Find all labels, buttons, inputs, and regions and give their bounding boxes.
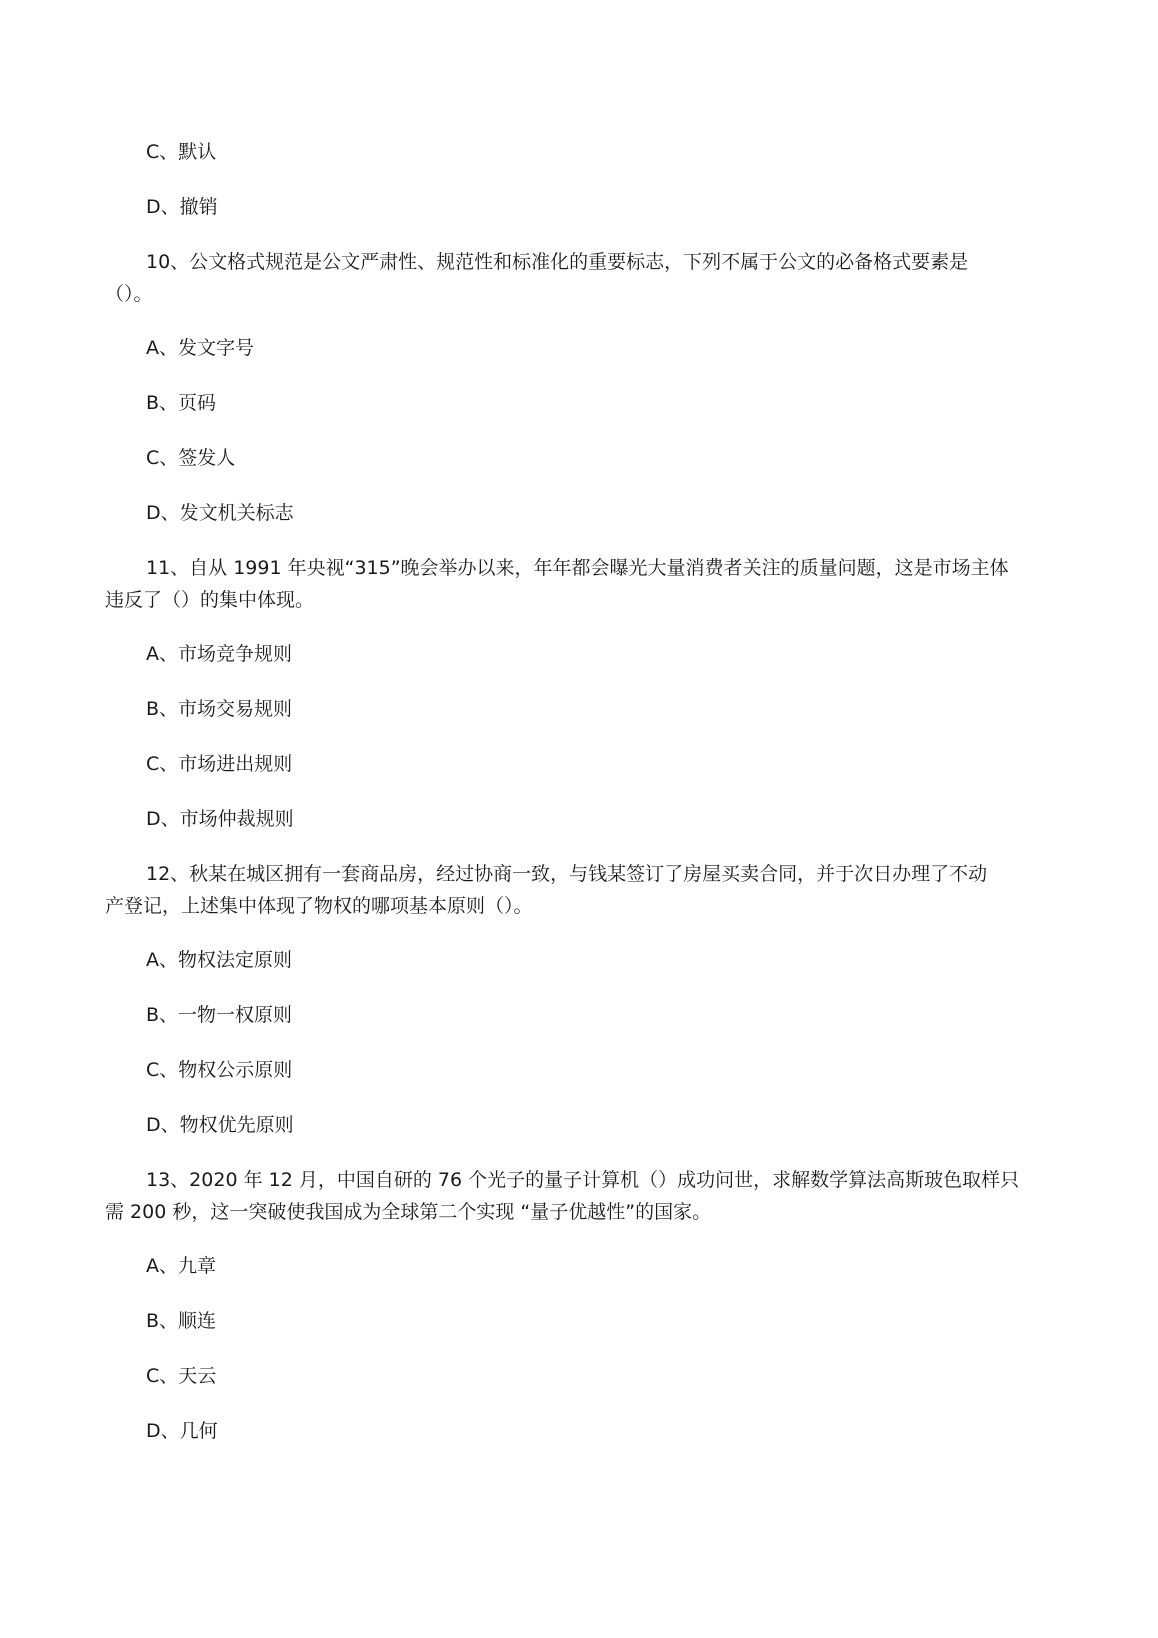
q12-option-a: A、物权法定原则	[146, 949, 292, 971]
q10-option-c: C、签发人	[146, 447, 236, 469]
q12-option-b: B、一物一权原则	[146, 1004, 293, 1026]
q12-option-c: C、物权公示原则	[146, 1059, 293, 1081]
q11-option-d: D、市场仲裁规则	[146, 808, 294, 830]
q13-stem-line2: 需 200 秒，这一突破使我国成为全球第二个实现 “量子优越性”的国家。	[105, 1201, 712, 1223]
q10-option-d: D、发文机关标志	[146, 502, 294, 524]
q10-option-b: B、页码	[146, 392, 217, 414]
q12-option-d: D、物权优先原则	[146, 1114, 294, 1136]
q13-option-b: B、顺连	[146, 1310, 217, 1332]
q10-stem-line1: 10、公文格式规范是公文严肃性、规范性和标准化的重要标志，下列不属于公文的必备格式要素是	[146, 251, 969, 273]
q9-option-c: C、默认	[146, 141, 217, 163]
q10-option-a: A、发文字号	[146, 337, 254, 359]
q12-stem-line1: 12、秋某在城区拥有一套商品房，经过协商一致，与钱某签订了房屋买卖合同，并于次日办理了不动	[146, 863, 988, 885]
q13-option-d: D、几何	[146, 1420, 218, 1442]
q13-option-a: A、九章	[146, 1255, 216, 1277]
q9-option-d: D、撤销	[146, 196, 218, 218]
q11-option-a: A、市场竞争规则	[146, 643, 292, 665]
q13-option-c: C、天云	[146, 1365, 217, 1387]
q11-option-b: B、市场交易规则	[146, 698, 293, 720]
q11-stem-line2: 违反了（）的集中体现。	[105, 589, 315, 611]
q10-stem-line2: （）。	[105, 283, 153, 305]
q11-stem-line1: 11、自从 1991 年央视“315”晚会举办以来，年年都会曝光大量消费者关注的质量问题，这是市场主体	[146, 557, 1009, 579]
q11-option-c: C、市场进出规则	[146, 753, 293, 775]
q12-stem-line2: 产登记，上述集中体现了物权的哪项基本原则（）。	[105, 895, 533, 917]
q13-stem-line1: 13、2020 年 12 月，中国自研的 76 个光子的量子计算机（）成功问世，求解数学算法高斯玻色取样只	[146, 1169, 1020, 1191]
